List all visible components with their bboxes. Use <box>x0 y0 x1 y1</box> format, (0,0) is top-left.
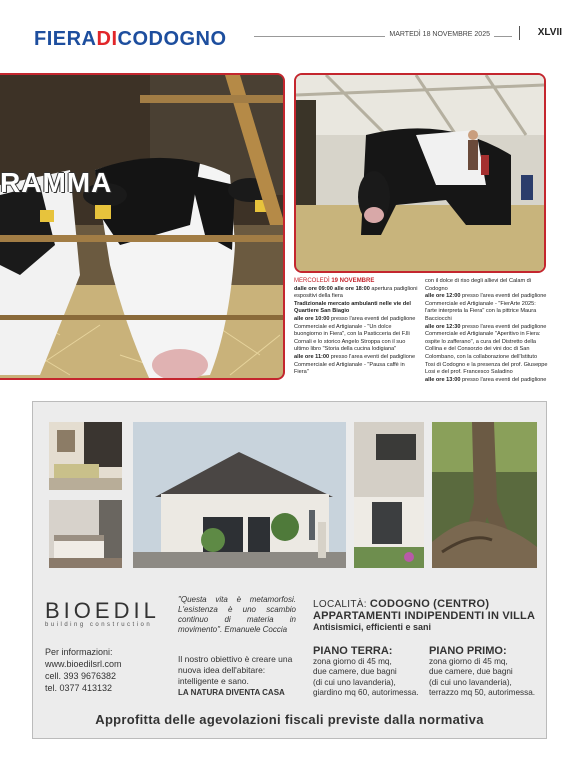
headline-fragment: RAMMA <box>0 167 113 198</box>
first-floor-title: PIANO PRIMO: <box>429 645 507 657</box>
programme-entry: Tradizionale mercato ambulanti nelle vie del Quartiere San Biagio <box>294 300 411 315</box>
bioedil-advertisement[interactable] <box>32 401 547 739</box>
cell-phone[interactable]: cell. 393 9676382 <box>45 671 117 681</box>
location-block <box>313 598 541 632</box>
programme-entry: alle ore 11:00 presso l'area eventi del padiglione Commerciale ed Artigianale - "Pausa caffè in Fiera" <box>294 353 416 376</box>
location-line: LOCALITÀ: CODOGNO (CENTRO) <box>313 598 490 610</box>
first-floor-details: PIANO PRIMO: zona giorno di 45 mq, due camere, due bagni (di cui uno lavanderia), terrazzo mq 50, autorimessa. <box>429 646 543 699</box>
tree-roots-photo <box>432 422 537 568</box>
villa-detail-render <box>354 422 424 568</box>
programme-entry: dalle ore 09:00 alle ore 18:00 apertura padiglioni espositivi della fiera <box>294 285 418 300</box>
programme-column-2 <box>425 278 548 384</box>
ground-floor-details: PIANO TERRA: zona giorno di 45 mq, due camere, due bagni (di cui uno lavanderia), giardino mq 60, autorimessa. <box>313 646 441 699</box>
ad-headline: APPARTAMENTI INDIPENDENTI IN VILLA <box>313 610 536 622</box>
telephone[interactable]: tel. 0377 413132 <box>45 683 113 693</box>
programme-entry: alle ore 12:00 presso l'area eventi del padiglione Commerciale ed Artigianale - "FierArte 2025: l'arte interpreta la Fiera" con la pittrice Maura Bacciocchi <box>425 293 547 322</box>
cows-photo-illustration <box>0 75 285 380</box>
contact-info <box>45 646 122 694</box>
programme-column-1 <box>294 278 418 377</box>
contact-title: Per informazioni: <box>45 647 113 657</box>
newspaper-logo[interactable]: FIERADICODOGNO <box>34 28 227 50</box>
interior-living-photo <box>49 422 122 490</box>
bioedil-logo[interactable] <box>45 598 165 628</box>
tax-incentive-banner: Approfitta delle agevolazioni fiscali previste dalla normativa <box>95 712 484 727</box>
brand-name: BIOEDIL <box>45 598 160 623</box>
brand-tagline: building construction <box>45 622 153 628</box>
interior-bedroom-photo <box>49 500 122 568</box>
website-link[interactable]: www.bioedilsrl.com <box>45 659 122 669</box>
mission-text: Il nostro obiettivo è creare una nuova idea dell'abitare: intelligente e sano. <box>178 654 293 686</box>
masthead-separator <box>519 26 520 40</box>
barn-photo-illustration <box>296 75 544 271</box>
cow-in-barn-photo <box>294 73 546 273</box>
masthead <box>34 26 562 52</box>
villa-exterior-render <box>133 422 346 568</box>
ground-floor-title: PIANO TERRA: <box>313 645 393 657</box>
programme-entry: alle ore 13:00 presso l'area eventi del padiglione <box>425 376 547 383</box>
ad-subline: Antisismici, efficienti e sani <box>313 622 432 632</box>
cows-feeding-photo <box>0 73 285 380</box>
ad-mission <box>178 654 303 698</box>
programme-entry: alle ore 10:00 presso l'area eventi del padiglione Commerciale ed Artigianale - "Un dolce buongiorno in Fiera", con la Pasticceria dei F.lli Cornali e lo storico Angelo Stroppa con il suo ultimo libro "Storia della cucina lodigiana" <box>294 315 416 353</box>
ad-image-strip <box>49 422 537 568</box>
issue-date: MARTEDÌ 18 NOVEMBRE 2025 <box>385 31 494 38</box>
programme-entry: alle ore 12:30 presso l'area eventi del padiglione Commerciale ed Artigianale "Aperitivo in Fiera: ospite lo zafferano", a cura del Distretto della Collina e del Consorzio dei vini doc di San Colombano, con la collaborazione dell'Istituto Tosi di Codogno e la presenza del prof. Giuseppe Losi e del prof. Francesco Saladino <box>425 323 548 376</box>
mission-slogan: LA NATURA DIVENTA CASA <box>178 688 285 697</box>
page-number: XLVII <box>537 27 562 38</box>
programme-day: MERCOLEDÌ 19 NOVEMBRE <box>294 278 375 284</box>
ad-quote: "Questa vita è metamorfosi. L'esistenza è uno scambio continuo di materia in movimento". Emanuele Coccia <box>178 595 296 634</box>
programme-entry: con il dolce di riso degli allievi del Calam di Codogno <box>425 278 532 292</box>
